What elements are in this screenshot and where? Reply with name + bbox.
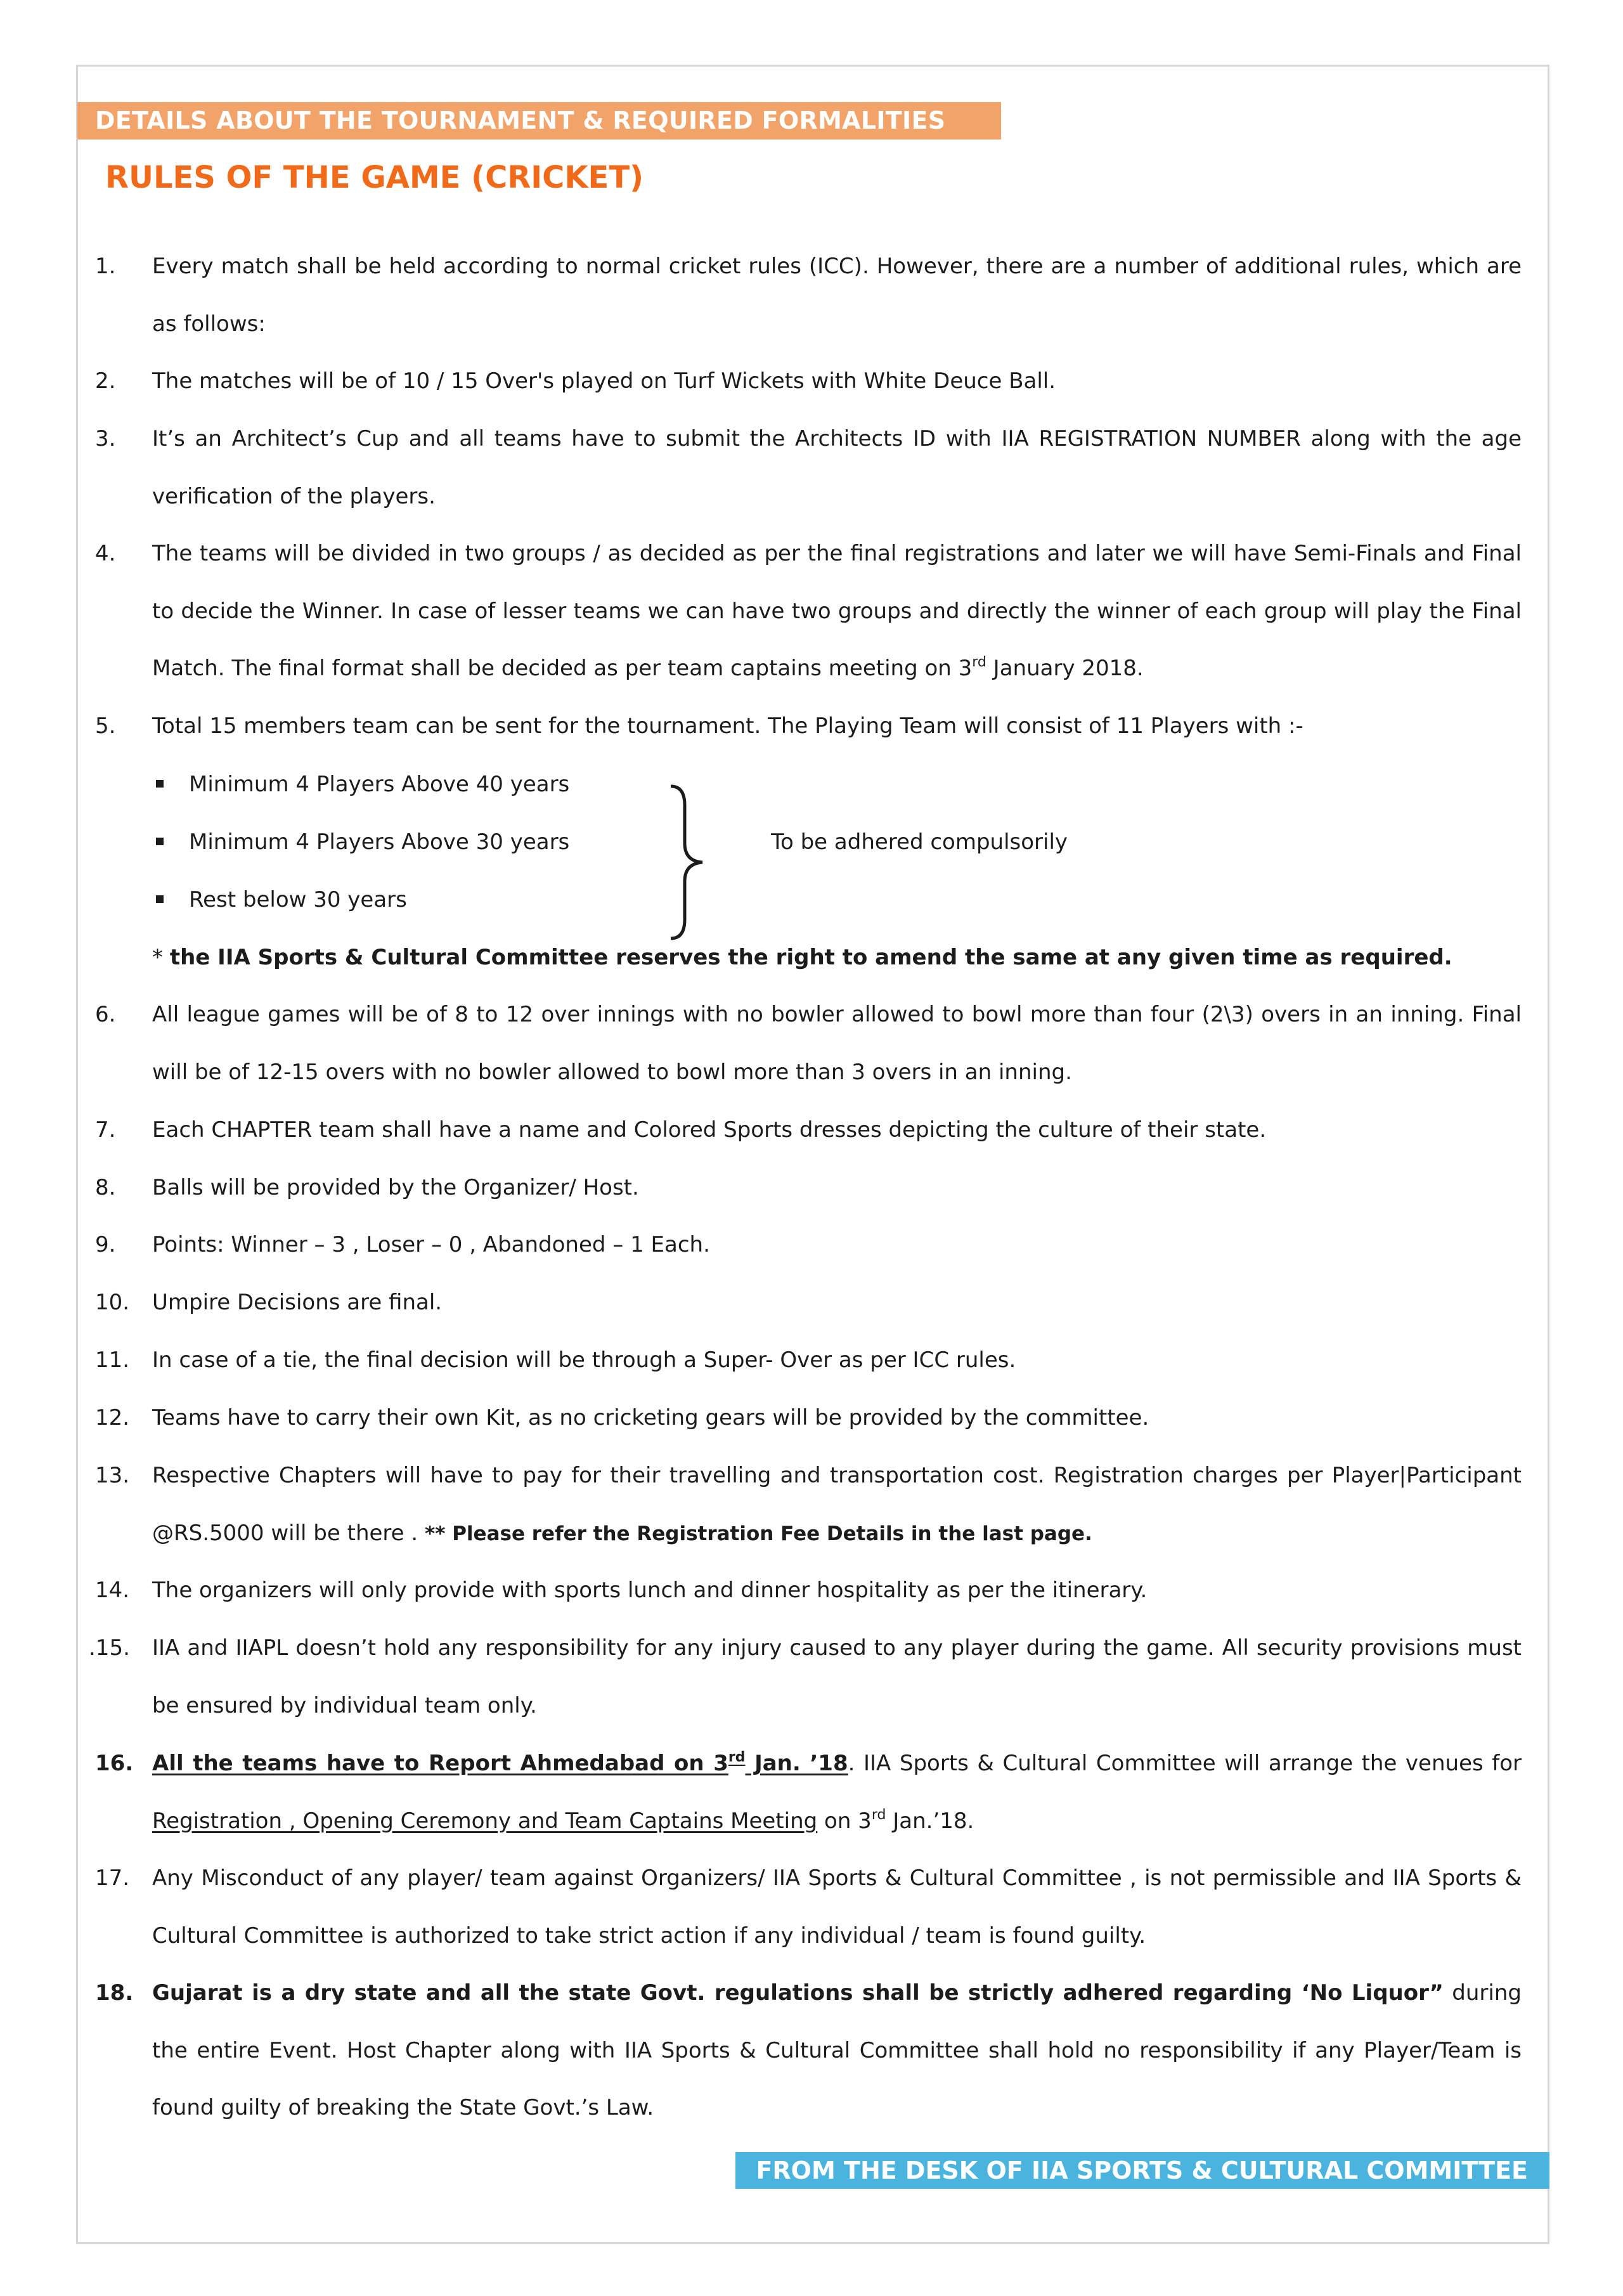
rule-text: The teams will be divided in two groups / as decided as per the final registrations and later we will have Semi-Finals and Final to decide the Winner. In case of lesser teams we can have two groups and directly the winner of each group will play the Final Match. The final format shall be decided as per team captains meeting on 3rd January 2018. xyxy=(152,541,1522,682)
rule-text: Gujarat is a dry state and all the state Govt. regulations shall be strictly adhered regarding ‘No Liquor” during the entire Event. Host Chapter along with IIA Sports & Cultural Committee shall hold no responsibility if any Player/Team is found guilty of breaking the State Govt.’s Law. xyxy=(152,1980,1522,2121)
rule-text: Points: Winner – 3 , Loser – 0 , Abandoned – 1 Each. xyxy=(152,1232,710,1257)
square-bullet-icon xyxy=(156,838,164,845)
rule-text: Each CHAPTER team shall have a name and Colored Sports dresses depicting the culture of their state. xyxy=(152,1117,1267,1143)
rule-text: In case of a tie, the final decision will be through a Super- Over as per ICC rules. xyxy=(152,1347,1016,1373)
rule-number: 11. xyxy=(95,1347,130,1373)
rule-text: Total 15 members team can be sent for the tournament. The Playing Team will consist of 11 Players with :- xyxy=(152,713,1303,739)
rule-number: 5. xyxy=(95,713,116,739)
rule-text: All league games will be of 8 to 12 over innings with no bowler allowed to bowl more than four (2\3) overs in an inning. Final will be of 12-15 overs with no bowler allowed to bowl more than 3 overs in an inning. xyxy=(152,1002,1522,1085)
rule-number: 8. xyxy=(95,1175,116,1200)
rule-number: 1. xyxy=(95,254,116,279)
curly-brace-icon xyxy=(659,780,716,945)
composition-item: Rest below 30 years xyxy=(156,871,407,929)
rule-number: 7. xyxy=(95,1117,116,1143)
rule-number: .15. xyxy=(89,1635,130,1661)
rule-text: Every match shall be held according to normal cricket rules (ICC). However, there are a number of additional rules, which are as follows: xyxy=(152,254,1522,337)
rule-text: IIA and IIAPL doesn’t hold any responsibility for any injury caused to any player during the game. All security provisions must be ensured by individual team only. xyxy=(152,1635,1522,1718)
rule-number: 4. xyxy=(95,541,116,566)
rule-text: All the teams have to Report Ahmedabad on 3rd Jan. ’18. IIA Sports & Cultural Committee will arrange the venues for Registration , Opening Ceremony and Team Captains Meeting on 3rd Jan.’18. xyxy=(152,1749,1522,1834)
rule-number: 6. xyxy=(95,1002,116,1027)
rule-text: Any Misconduct of any player/ team against Organizers/ IIA Sports & Cultural Committee , is not permissible and IIA Sports & Cultural Committee is authorized to take strict action if any individual / team is found guilty. xyxy=(152,1865,1522,1949)
rule-number: 2. xyxy=(95,368,116,394)
rule-number: 18. xyxy=(95,1980,134,2006)
rule-text: The matches will be of 10 / 15 Over's played on Turf Wickets with White Deuce Ball. xyxy=(152,368,1056,394)
brace-note: To be adhered compulsorily xyxy=(771,829,1068,855)
rule-text: The organizers will only provide with sports lunch and dinner hospitality as per the itinerary. xyxy=(152,1578,1148,1603)
composition-note: * the IIA Sports & Cultural Committee reserves the right to amend the same at any given time as required. xyxy=(152,945,1452,970)
square-bullet-icon xyxy=(156,780,164,788)
square-bullet-icon xyxy=(156,895,164,903)
rule-number: 9. xyxy=(95,1232,116,1257)
rule-number: 14. xyxy=(95,1578,130,1603)
rule-number: 12. xyxy=(95,1405,130,1430)
rule-number: 17. xyxy=(95,1865,130,1891)
composition-item: Minimum 4 Players Above 30 years xyxy=(156,814,569,871)
rule-number: 3. xyxy=(95,426,116,451)
rule-number: 16. xyxy=(95,1751,134,1776)
rule-number: 10. xyxy=(95,1290,130,1315)
page-title: RULES OF THE GAME (CRICKET) xyxy=(105,160,643,195)
rule-number: 13. xyxy=(95,1463,130,1488)
composition-item: Minimum 4 Players Above 40 years xyxy=(156,756,569,814)
footer-banner: FROM THE DESK OF IIA SPORTS & CULTURAL COMMITTEE xyxy=(735,2152,1549,2189)
rule-text: Teams have to carry their own Kit, as no cricketing gears will be provided by the committee. xyxy=(152,1405,1149,1430)
section-banner: DETAILS ABOUT THE TOURNAMENT & REQUIRED FORMALITIES xyxy=(77,102,1001,139)
rule-text: Balls will be provided by the Organizer/ Host. xyxy=(152,1175,639,1200)
rule-text: Respective Chapters will have to pay for their travelling and transportation cost. Registration charges per Player|Participant @RS.5000 will be there . ** Please refer the Registration Fee Details in the last page. xyxy=(152,1463,1522,1546)
rule-text: Umpire Decisions are final. xyxy=(152,1290,443,1315)
rule-text: It’s an Architect’s Cup and all teams have to submit the Architects ID with IIA REGISTRATION NUMBER along with the age verification of the players. xyxy=(152,426,1522,509)
